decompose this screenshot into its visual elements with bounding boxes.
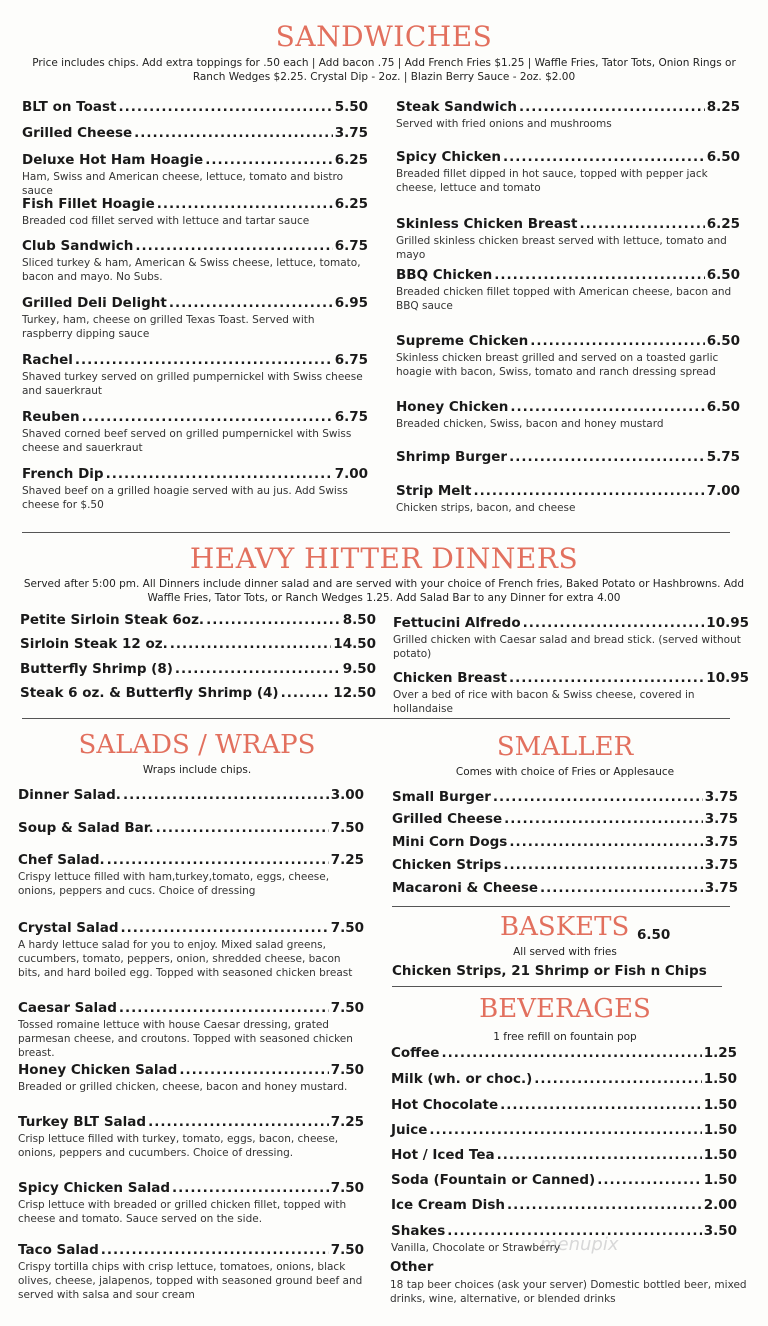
leader-dots [119, 1000, 329, 1017]
item-price: 7.50 [330, 1062, 364, 1078]
salad-item [18, 787, 364, 804]
item-name: Sirloin Steak 12 oz. [20, 636, 168, 652]
sandwich-item [396, 267, 740, 313]
sandwich-item [22, 466, 368, 512]
baskets-title: BASKETS [500, 912, 630, 942]
leader-dots [156, 820, 329, 837]
item-name: Soda (Fountain or Canned) [391, 1172, 596, 1188]
leader-dots [503, 149, 705, 166]
item-name: Supreme Chicken [396, 333, 529, 349]
leader-dots [519, 99, 705, 116]
item-name: Crystal Salad [18, 920, 119, 936]
divider [392, 906, 730, 907]
item-price: 3.50 [703, 1223, 737, 1239]
salads-note: Wraps include chips. [142, 764, 252, 776]
beverage-item [391, 1122, 737, 1139]
item-name: Reuben [22, 409, 80, 425]
item-price: 2.00 [703, 1197, 737, 1213]
beverages-note: 1 free refill on fountain pop [493, 1031, 637, 1043]
divider [392, 986, 722, 987]
leader-dots [157, 196, 333, 213]
leader-dots [170, 636, 332, 653]
salad-item [18, 1062, 364, 1094]
item-description: Vanilla, Chocolate or Strawberry [391, 1242, 561, 1254]
item-name: Fettucini Alfredo [393, 615, 521, 631]
leader-dots [205, 152, 332, 169]
dinner-item [393, 615, 749, 661]
item-name: Steak Sandwich [396, 99, 517, 115]
item-price: 7.25 [330, 852, 364, 868]
leader-dots [503, 857, 702, 874]
item-price: 1.50 [703, 1071, 737, 1087]
item-description: Chicken strips, bacon, and cheese [396, 502, 576, 514]
item-description: Turkey, ham, cheese on grilled Texas Toast. Served with raspberry dipping sauce [22, 314, 315, 340]
item-price: 3.75 [704, 811, 738, 827]
sandwich-item [396, 399, 740, 431]
item-price: 14.50 [333, 636, 376, 652]
item-name: Skinless Chicken Breast [396, 216, 578, 232]
leader-dots [494, 267, 704, 284]
beverage-item [391, 1045, 737, 1062]
leader-dots [172, 1180, 329, 1197]
item-name: Steak 6 oz. & Butterfly Shrimp (4) [20, 685, 279, 701]
item-price: 6.50 [706, 149, 740, 165]
item-name: Taco Salad [18, 1242, 99, 1258]
leader-dots [75, 352, 333, 369]
item-description: Crispy tortilla chips with crisp lettuce, tomatoes, onions, black olives, cheese, jalapenos, topped with seasoned ground beef and served with salsa and sour cream [18, 1261, 363, 1301]
leader-dots [504, 811, 703, 828]
salad-item [18, 1114, 364, 1160]
item-price: 6.50 [706, 267, 740, 283]
watermark: menupix [540, 1234, 619, 1255]
smaller-item [392, 789, 738, 806]
salads-title: SALADS / WRAPS [78, 730, 316, 760]
item-price: 1.25 [703, 1045, 737, 1061]
leader-dots [175, 661, 341, 678]
item-name: Strip Melt [396, 483, 472, 499]
leader-dots [134, 125, 333, 142]
leader-dots [597, 1172, 702, 1189]
sandwich-item [22, 196, 368, 228]
item-price: 12.50 [333, 685, 376, 701]
item-description: Served with fried onions and mushrooms [396, 118, 612, 130]
item-price: 7.50 [330, 1180, 364, 1196]
leader-dots [507, 1197, 702, 1214]
leader-dots [509, 834, 702, 851]
item-description: Crisp lettuce with breaded or grilled chicken fillet, topped with cheese and tomato. Sauce served on the side. [18, 1199, 347, 1225]
item-name: Dinner Salad. [18, 787, 121, 803]
item-name: Small Burger [392, 789, 491, 805]
sandwich-item [22, 352, 368, 398]
item-price: 3.75 [704, 834, 738, 850]
leader-dots [107, 852, 329, 869]
item-description: Shaved corned beef served on grilled pumpernickel with Swiss cheese and sauerkraut [22, 428, 352, 454]
item-price: 5.75 [706, 449, 740, 465]
item-name: Butterfly Shrimp (8) [20, 661, 173, 677]
beverage-item [391, 1223, 737, 1255]
item-price: 8.50 [342, 612, 376, 628]
item-name: Fish Fillet Hoagie [22, 196, 155, 212]
item-name: Spicy Chicken Salad [18, 1180, 170, 1196]
salad-item [18, 820, 364, 837]
leader-dots [500, 1097, 702, 1114]
leader-dots [530, 333, 704, 350]
item-name: Turkey BLT Salad [18, 1114, 147, 1130]
item-name: French Dip [22, 466, 104, 482]
sandwiches-title: SANDWICHES [275, 20, 493, 53]
sandwiches-note: Price includes chips. Add extra toppings for .50 each | Add bacon .75 | Add French Fries $1.25 | Waffle Fries, Tator Tots, Onion Rings or Ranch Wedges $2.25. Crystal Dip - 2oz. | Blazin Berry Sauce - 2oz. $2.00 [32, 57, 736, 83]
item-name: Honey Chicken [396, 399, 509, 415]
leader-dots [534, 1071, 701, 1088]
item-description: Crisp lettuce filled with turkey, tomato, eggs, bacon, cheese, onions, peppers and cucumbers. Choice of dressing. [18, 1133, 339, 1159]
item-name: Grilled Cheese [22, 125, 133, 141]
item-price: 1.50 [703, 1147, 737, 1163]
item-name: Petite Sirloin Steak 6oz. [20, 612, 205, 628]
sandwich-item [396, 149, 740, 195]
item-price: 6.75 [334, 238, 368, 254]
leader-dots [101, 1242, 329, 1259]
sandwich-item [22, 238, 368, 284]
item-price: 6.50 [706, 333, 740, 349]
smaller-title: SMALLER [496, 732, 634, 762]
item-name: Hot / Iced Tea [391, 1147, 495, 1163]
leader-dots [510, 399, 704, 416]
item-price: 7.00 [706, 483, 740, 499]
item-name: Shakes [391, 1223, 446, 1239]
sandwich-item [396, 333, 740, 379]
salad-item [18, 920, 364, 980]
beverages-other-label: Other [390, 1259, 434, 1275]
item-name: Club Sandwich [22, 238, 134, 254]
item-price: 7.50 [330, 1000, 364, 1016]
item-name: Honey Chicken Salad [18, 1062, 178, 1078]
dinners-title: HEAVY HITTER DINNERS [189, 542, 579, 575]
item-description: Breaded or grilled chicken, cheese, bacon and honey mustard. [18, 1081, 348, 1093]
item-price: 10.95 [706, 670, 749, 686]
item-price: 3.75 [704, 789, 738, 805]
item-price: 3.75 [704, 857, 738, 873]
leader-dots [118, 99, 332, 116]
item-price: 7.50 [330, 1242, 364, 1258]
sandwich-item [22, 152, 368, 198]
item-description: Breaded chicken, Swiss, bacon and honey mustard [396, 418, 664, 430]
beverage-item [391, 1147, 737, 1164]
item-name: Shrimp Burger [396, 449, 508, 465]
smaller-item [392, 811, 738, 828]
dinner-item [20, 661, 376, 678]
item-description: Grilled skinless chicken breast served with lettuce, tomato and mayo [396, 235, 727, 261]
item-description: Shaved beef on a grilled hoagie served with au jus. Add Swiss cheese for $.50 [22, 485, 348, 511]
sandwich-item [22, 409, 368, 455]
item-name: Coffee [391, 1045, 440, 1061]
leader-dots [493, 789, 703, 806]
item-price: 10.95 [706, 615, 749, 631]
sandwich-item [396, 449, 740, 466]
baskets-items: Chicken Strips, 21 Shrimp or Fish n Chips [392, 963, 707, 979]
leader-dots [523, 615, 705, 632]
leader-dots [123, 787, 329, 804]
item-description: Grilled chicken with Caesar salad and bread stick. (served without potato) [393, 634, 741, 660]
divider [22, 718, 730, 719]
salad-item [18, 1242, 364, 1302]
item-name: Caesar Salad [18, 1000, 117, 1016]
item-name: Deluxe Hot Ham Hoagie [22, 152, 204, 168]
divider [22, 532, 730, 533]
dinner-item [20, 612, 376, 629]
item-description: Shaved turkey served on grilled pumpernickel with Swiss cheese and sauerkraut [22, 371, 363, 397]
item-price: 6.25 [334, 196, 368, 212]
leader-dots [169, 295, 333, 312]
leader-dots [540, 880, 703, 897]
item-name: Spicy Chicken [396, 149, 502, 165]
item-price: 6.25 [706, 216, 740, 232]
item-price: 6.75 [334, 352, 368, 368]
dinner-item [20, 636, 376, 653]
item-price: 7.50 [330, 820, 364, 836]
leader-dots [281, 685, 332, 702]
smaller-item [392, 880, 738, 897]
item-name: Soup & Salad Bar. [18, 820, 154, 836]
beverage-item [391, 1097, 737, 1114]
dinner-item [20, 685, 376, 702]
item-name: Chef Salad. [18, 852, 105, 868]
sandwich-item [22, 125, 368, 142]
item-price: 5.50 [334, 99, 368, 115]
item-description: Over a bed of rice with bacon & Swiss cheese, covered in hollandaise [393, 689, 695, 715]
baskets-note: All served with fries [513, 946, 617, 958]
baskets-price: 6.50 [637, 927, 671, 943]
smaller-note: Comes with choice of Fries or Applesauce [455, 766, 675, 778]
item-name: Grilled Deli Delight [22, 295, 167, 311]
dinners-note: Served after 5:00 pm. All Dinners include dinner salad and are served with your choice of French fries, Baked Potato or Hashbrowns. Add Waffle Fries, Tator Tots, or Ranch Wedges 1.25. Add Salad Bar to any Dinner for extra 4.00 [23, 578, 745, 604]
beverage-item [391, 1197, 737, 1214]
item-price: 7.25 [330, 1114, 364, 1130]
item-price: 6.50 [706, 399, 740, 415]
item-price: 1.50 [703, 1122, 737, 1138]
leader-dots [206, 612, 341, 629]
item-price: 7.00 [334, 466, 368, 482]
leader-dots [509, 449, 705, 466]
item-price: 3.00 [330, 787, 364, 803]
item-name: Juice [391, 1122, 428, 1138]
item-price: 1.50 [703, 1097, 737, 1113]
leader-dots [474, 483, 705, 500]
item-description: Ham, Swiss and American cheese, lettuce, tomato and bistro sauce [22, 171, 344, 197]
salad-item [18, 1000, 364, 1060]
sandwich-item [396, 483, 740, 515]
item-price: 3.75 [704, 880, 738, 896]
item-description: Breaded cod fillet served with lettuce and tartar sauce [22, 215, 310, 227]
item-name: Grilled Cheese [392, 811, 503, 827]
item-name: Macaroni & Cheese [392, 880, 539, 896]
item-price: 9.50 [342, 661, 376, 677]
dinner-item [393, 670, 749, 716]
smaller-item [392, 834, 738, 851]
beverages-title: BEVERAGES [479, 994, 651, 1024]
leader-dots [497, 1147, 702, 1164]
smaller-item [392, 857, 738, 874]
item-description: A hardy lettuce salad for you to enjoy. Mixed salad greens, cucumbers, tomato, peppers, onion, shredded cheese, bacon bits, and hard boiled egg. Topped with seasoned chicken breast [18, 939, 353, 979]
item-name: Hot Chocolate [391, 1097, 499, 1113]
leader-dots [441, 1045, 701, 1062]
salad-item [18, 852, 364, 898]
leader-dots [121, 920, 329, 937]
item-name: Chicken Breast [393, 670, 507, 686]
item-name: Chicken Strips [392, 857, 502, 873]
item-description: Breaded fillet dipped in hot sauce, topped with pepper jack cheese, lettuce and tomato [396, 168, 708, 194]
beverage-item [391, 1172, 737, 1189]
item-description: Breaded chicken fillet topped with American cheese, bacon and BBQ sauce [396, 286, 732, 312]
leader-dots [579, 216, 704, 233]
leader-dots [509, 670, 704, 687]
item-price: 3.75 [334, 125, 368, 141]
item-name: Ice Cream Dish [391, 1197, 505, 1213]
leader-dots [179, 1062, 328, 1079]
leader-dots [135, 238, 332, 255]
item-name: Rachel [22, 352, 73, 368]
item-name: BLT on Toast [22, 99, 117, 115]
item-price: 7.50 [330, 920, 364, 936]
item-price: 6.75 [334, 409, 368, 425]
leader-dots [429, 1122, 701, 1139]
item-description: Skinless chicken breast grilled and served on a toasted garlic hoagie with bacon, Swiss, tomato and ranch dressing spread [396, 352, 719, 378]
sandwich-item [396, 99, 740, 131]
sandwich-item [22, 99, 368, 116]
leader-dots [82, 409, 333, 426]
leader-dots [148, 1114, 329, 1131]
sandwich-item [22, 295, 368, 341]
item-price: 6.25 [334, 152, 368, 168]
item-name: BBQ Chicken [396, 267, 493, 283]
item-price: 6.95 [334, 295, 368, 311]
sandwich-item [396, 216, 740, 262]
beverages-other-text: 18 tap beer choices (ask your server) Domestic bottled beer, mixed drinks, wine, alternative, or blended drinks [390, 1279, 747, 1305]
item-name: Milk (wh. or choc.) [391, 1071, 533, 1087]
leader-dots [106, 466, 333, 483]
beverage-item [391, 1071, 737, 1088]
item-price: 8.25 [706, 99, 740, 115]
item-description: Sliced turkey & ham, American & Swiss cheese, lettuce, tomato, bacon and mayo. No Subs. [22, 257, 361, 283]
item-price: 1.50 [703, 1172, 737, 1188]
leader-dots [447, 1223, 701, 1240]
item-description: Crispy lettuce filled with ham,turkey,tomato, eggs, cheese, onions, peppers and cucs. Choice of dressing [18, 871, 330, 897]
salad-item [18, 1180, 364, 1226]
item-name: Mini Corn Dogs [392, 834, 508, 850]
item-description: Tossed romaine lettuce with house Caesar dressing, grated parmesan cheese, and croutons. Topped with seasoned chicken breast. [18, 1019, 353, 1059]
